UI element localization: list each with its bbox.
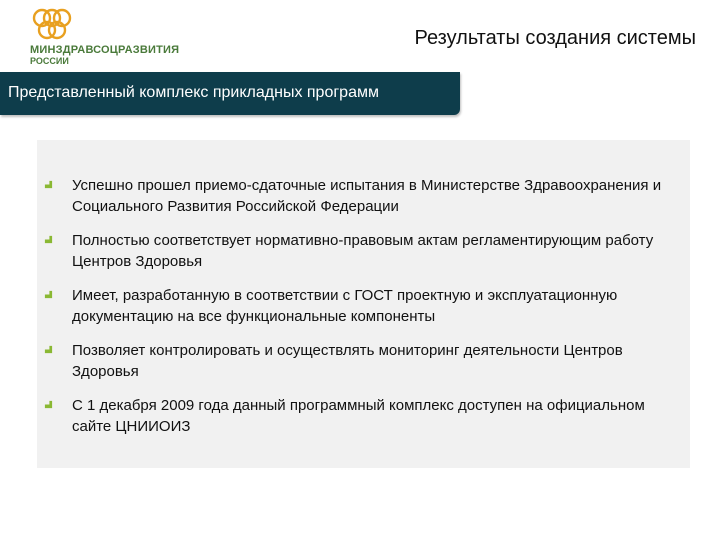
green-bullet-icon <box>44 235 53 244</box>
page-title: Результаты создания системы <box>414 27 696 49</box>
list-item-text: Позволяет контролировать и осуществлять мониторинг деятельности Центров Здоровья <box>72 342 623 380</box>
logo-text-russia: РОССИИ <box>30 56 69 66</box>
list-item-text: Успешно прошел приемо-сдаточные испытания в Министерстве Здравоохранения и Социального Развития Российской Федерации <box>72 177 662 215</box>
green-bullet-icon <box>44 290 53 299</box>
list-item-text: Имеет, разработанную в соответствии с ГОСТ проектную и эксплуатационную документацию на все функциональные компоненты <box>72 287 618 325</box>
list-item-text: Полностью соответствует нормативно-правовым актам регламентирующим работу Центров Здоровья <box>72 232 654 270</box>
section-label: Представленный комплекс прикладных программ <box>8 84 379 101</box>
ministry-logo <box>10 8 180 68</box>
logo-text-ministry: МИНЗДРАВСОЦРАЗВИТИЯ <box>30 44 180 56</box>
list-item-text: С 1 декабря 2009 года данный программный комплекс доступен на официальном сайте ЦНИИОИЗ <box>72 397 645 435</box>
green-bullet-icon <box>44 180 53 189</box>
content-panel <box>37 140 690 468</box>
section-header-bar <box>0 72 460 115</box>
ministry-logo-icon <box>30 8 74 44</box>
green-bullet-icon <box>44 345 53 354</box>
green-bullet-icon <box>44 400 53 409</box>
